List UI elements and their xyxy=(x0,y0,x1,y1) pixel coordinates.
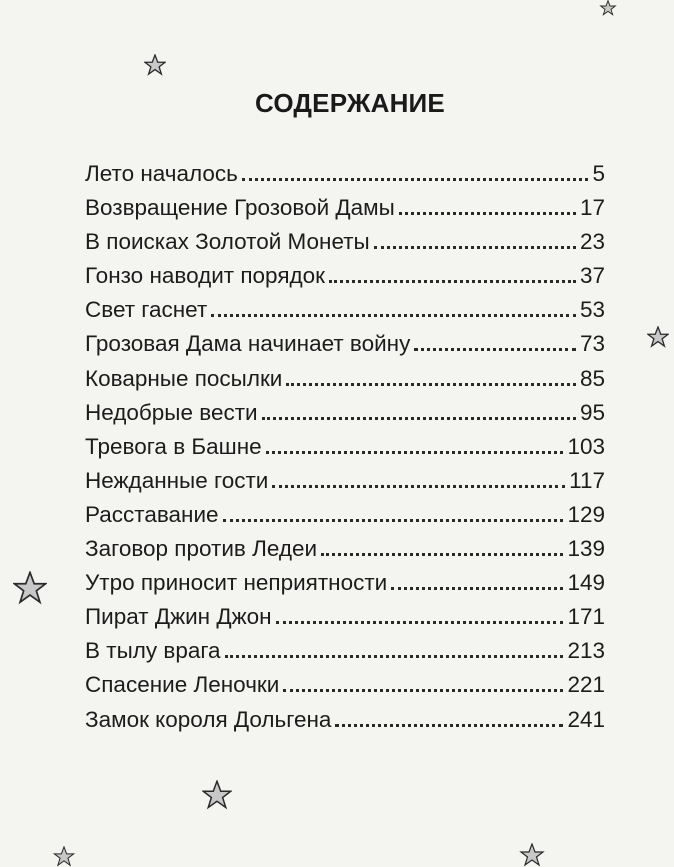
dot-leader xyxy=(276,621,564,624)
toc-entry-title: В поисках Золотой Монеты xyxy=(85,229,370,255)
toc-entry-title: Тревога в Башне xyxy=(85,433,262,459)
toc-entry-title: Спасение Леночки xyxy=(85,672,280,698)
dot-leader xyxy=(225,655,564,658)
toc-entry xyxy=(85,225,605,259)
dot-leader xyxy=(272,485,565,488)
toc-entry-title: Коварные посылки xyxy=(85,365,283,391)
dot-leader xyxy=(266,451,564,454)
toc-entry-page: 129 xyxy=(567,501,605,527)
toc-entry xyxy=(85,634,605,668)
star-icon xyxy=(518,843,546,867)
toc-entry-title: В тылу врага xyxy=(85,638,221,664)
table-of-contents xyxy=(85,157,605,737)
toc-entry-page: 5 xyxy=(592,161,605,186)
dot-leader xyxy=(335,724,563,727)
toc-entry xyxy=(85,293,605,327)
toc-entry-title: Возвращение Грозовой Дамы xyxy=(85,195,395,221)
toc-entry-page: 149 xyxy=(567,570,605,596)
toc-entry-title: Утро приносит неприятности xyxy=(85,570,388,596)
toc-entry-title: Лето началось xyxy=(85,161,238,186)
toc-entry xyxy=(85,498,605,532)
toc-entry xyxy=(85,191,605,225)
toc-entry xyxy=(85,259,605,293)
toc-entry-page: 139 xyxy=(567,536,605,562)
toc-entry-page: 85 xyxy=(579,365,605,391)
toc-entry xyxy=(85,668,605,702)
toc-entry-title: Свет гаснет xyxy=(85,297,208,323)
star-icon xyxy=(13,571,47,605)
toc-entry xyxy=(85,464,605,498)
star-icon xyxy=(596,0,620,16)
toc-entry-page: 53 xyxy=(579,297,605,323)
toc-entry-title: Замок короля Дольгена xyxy=(85,706,332,732)
toc-entry-page: 73 xyxy=(579,331,605,357)
toc-entry-page: 241 xyxy=(567,706,605,732)
dot-leader xyxy=(283,689,563,692)
toc-entry xyxy=(85,430,605,464)
toc-entry-title: Гонзо наводит порядок xyxy=(85,263,325,289)
toc-entry xyxy=(85,157,605,191)
dot-leader xyxy=(374,246,576,249)
star-icon xyxy=(52,846,76,867)
star-icon xyxy=(202,780,232,810)
toc-entry-page: 17 xyxy=(579,195,605,221)
toc-entry xyxy=(85,600,605,634)
dot-leader xyxy=(211,314,576,317)
toc-entry-title: Расставание xyxy=(85,501,219,527)
dot-leader xyxy=(414,348,576,351)
dot-leader xyxy=(321,553,563,556)
toc-entry-page: 171 xyxy=(567,604,605,630)
toc-entry-title: Недобрые вести xyxy=(85,399,258,425)
star-icon xyxy=(647,326,669,348)
dot-leader xyxy=(286,383,576,386)
toc-entry-page: 117 xyxy=(569,467,605,493)
toc-entry-page: 103 xyxy=(567,433,605,459)
dot-leader xyxy=(223,519,564,522)
toc-entry-page: 23 xyxy=(579,229,605,255)
toc-entry-page: 221 xyxy=(567,672,605,698)
toc-entry xyxy=(85,362,605,396)
toc-entry-page: 37 xyxy=(579,263,605,289)
toc-entry-page: 95 xyxy=(579,399,605,425)
toc-entry-title: Пират Джин Джон xyxy=(85,604,272,630)
toc-entry xyxy=(85,396,605,430)
toc-entry xyxy=(85,703,605,737)
star-icon xyxy=(144,54,166,76)
toc-entry-title: Нежданные гости xyxy=(85,467,269,493)
dot-leader xyxy=(262,417,576,420)
page-title: СОДЕРЖАНИЕ xyxy=(255,88,445,118)
dot-leader xyxy=(329,280,576,283)
dot-leader xyxy=(242,178,589,181)
toc-entry xyxy=(85,532,605,566)
toc-entry-page: 213 xyxy=(567,638,605,664)
dot-leader xyxy=(391,587,563,590)
toc-entry xyxy=(85,327,605,361)
toc-entry xyxy=(85,566,605,600)
toc-entry-title: Заговор против Ледеи xyxy=(85,536,318,562)
toc-entry-title: Грозовая Дама начинает войну xyxy=(85,331,411,357)
dot-leader xyxy=(399,212,576,215)
